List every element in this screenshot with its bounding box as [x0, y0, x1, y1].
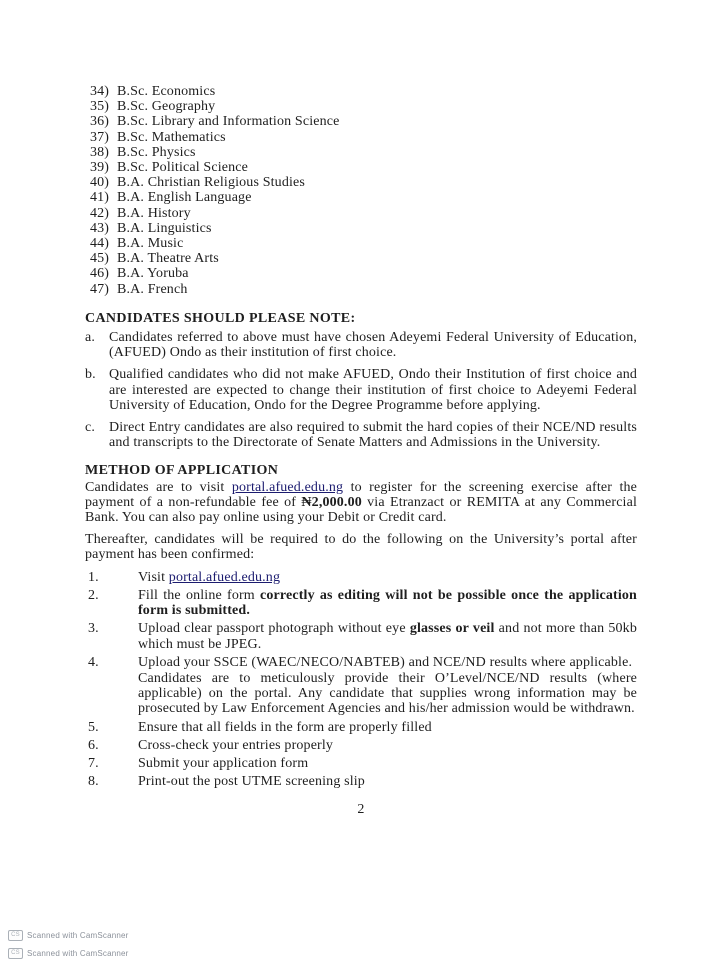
step-3 — [85, 621, 637, 651]
thereafter-paragraph: Thereafter, candidates will be required to do the following on the University’s portal after payment has been confirmed: — [85, 532, 637, 563]
step-8 — [85, 774, 637, 789]
list-item — [90, 114, 637, 129]
list-item — [90, 266, 637, 281]
step-number: 6. — [88, 737, 99, 753]
note-item-a — [85, 330, 637, 360]
list-item — [90, 206, 637, 221]
list-item — [90, 251, 637, 266]
program-label: B.A. Music — [117, 236, 184, 252]
document-content — [85, 84, 637, 818]
program-number: 39) — [90, 160, 110, 176]
program-label: B.Sc. Geography — [117, 99, 216, 115]
note-marker: b. — [85, 367, 96, 383]
step-number: 4. — [88, 654, 99, 670]
camscanner-watermark-text: Scanned with CamScanner — [27, 949, 129, 958]
list-item — [90, 99, 637, 114]
program-number: 38) — [90, 144, 110, 160]
note-marker: c. — [85, 420, 96, 436]
program-number: 46) — [90, 266, 110, 282]
intro-text: to register for the screening exercise after the payment of a non-refundable fee of — [85, 479, 638, 510]
step-text-bold: glasses or veil — [409, 621, 495, 637]
step-text-segment: Upload clear passport photograph without eye — [138, 621, 410, 637]
step-text-segment: and not more than 50kb which must be JPEG. — [138, 621, 637, 652]
list-item — [90, 190, 637, 205]
list-item — [90, 145, 637, 160]
camscanner-icon: CS — [8, 930, 23, 941]
program-label: B.Sc. Physics — [117, 144, 196, 160]
step-text-bold: correctly as editing will not be possible once the application form is submitted. — [138, 587, 637, 619]
step-number: 7. — [88, 755, 99, 771]
list-item — [90, 84, 637, 99]
step-number: 2. — [88, 587, 99, 603]
list-item — [90, 282, 637, 297]
application-fee: ₦2,000.00 — [301, 494, 362, 510]
step-text: Submit your application form — [138, 755, 309, 771]
step-2 — [85, 588, 637, 618]
list-item — [90, 160, 637, 175]
step-text-segment: Upload your SSCE (WAEC/NECO/NABTEB) and NCE/ND results where applicable. — [138, 654, 633, 670]
program-label: B.A. Yoruba — [117, 266, 189, 282]
list-item — [90, 175, 637, 190]
list-item — [90, 236, 637, 251]
portal-link[interactable]: portal.afued.edu.ng — [231, 479, 344, 495]
step-6 — [85, 738, 637, 753]
step-text — [138, 621, 637, 651]
program-number: 44) — [90, 236, 110, 252]
program-label: B.A. Christian Religious Studies — [117, 175, 305, 191]
list-item — [90, 221, 637, 236]
program-number: 43) — [90, 220, 110, 236]
page-number: 2 — [357, 802, 365, 818]
step-7 — [85, 756, 637, 771]
program-label: B.A. Theatre Arts — [117, 251, 219, 267]
list-item — [90, 130, 637, 145]
step-number: 5. — [88, 719, 99, 735]
step-text — [138, 570, 637, 585]
method-intro-paragraph — [85, 480, 637, 526]
step-text: Print-out the post UTME screening slip — [138, 774, 365, 790]
step-number: 8. — [88, 774, 99, 790]
step-text: Cross-check your entries properly — [138, 737, 334, 753]
note-item-c — [85, 420, 637, 450]
program-label: B.Sc. Library and Information Science — [117, 114, 340, 130]
program-label: B.Sc. Economics — [117, 84, 216, 99]
note-text: Qualified candidates who did not make AFUED, Ondo their Institution of first choice and are interested are expected to change their institution of first choice to Adeyemi Federal University of Education, Ondo for the Degree Programme before applying. — [109, 367, 637, 413]
note-marker: a. — [85, 330, 96, 346]
step-text-segment: Fill the online form — [138, 587, 260, 603]
application-steps-list — [85, 570, 637, 790]
step-number: 3. — [88, 621, 99, 637]
program-label: B.A. Linguistics — [117, 220, 212, 236]
note-text: Direct Entry candidates are also required to submit the hard copies of their NCE/ND results and transcripts to the Directorate of Senate Matters and Admissions in the University. — [109, 420, 637, 451]
step-continuation-text: Candidates are to meticulously provide their O’Level/NCE/ND results (where applicable) on the portal. Any candidate that supplies wrong information may be prosecuted by Law Enforcement Agencies and his/her admission would be withdrawn. — [138, 670, 637, 717]
step-5 — [85, 720, 637, 735]
program-label: B.Sc. Political Science — [117, 160, 248, 176]
portal-link[interactable]: portal.afued.edu.ng — [168, 569, 281, 585]
step-1 — [85, 570, 637, 585]
step-text: Ensure that all fields in the form are properly filled — [138, 719, 432, 735]
program-number: 47) — [90, 281, 110, 297]
program-number: 36) — [90, 114, 110, 130]
step-text — [138, 588, 637, 618]
camscanner-watermark-text: Scanned with CamScanner — [27, 931, 129, 940]
step-text-segment: Visit — [138, 569, 169, 585]
program-number: 45) — [90, 251, 110, 267]
step-4 — [85, 655, 637, 717]
note-item-b — [85, 367, 637, 413]
intro-text: Candidates are to visit — [85, 479, 232, 495]
program-label: B.A. English Language — [117, 190, 252, 206]
program-label: B.A. French — [117, 281, 188, 297]
note-text: Candidates referred to above must have chosen Adeyemi Federal University of Education, (AFUED) Ondo as their institution of first choice. — [109, 330, 637, 361]
camscanner-icon: CS — [8, 948, 23, 959]
program-number: 40) — [90, 175, 110, 191]
program-label: B.A. History — [117, 205, 191, 221]
camscanner-watermark — [8, 930, 129, 941]
program-number: 42) — [90, 205, 110, 221]
section-heading-method-of-application: METHOD OF APPLICATION — [85, 463, 279, 479]
program-label: B.Sc. Mathematics — [117, 129, 226, 145]
program-number: 35) — [90, 99, 110, 115]
section-heading-candidates-note: CANDIDATES SHOULD PLEASE NOTE: — [85, 310, 356, 326]
degree-program-list — [90, 84, 637, 297]
program-number: 37) — [90, 129, 110, 145]
intro-text: via Etranzact or REMITA at any Commercial Bank. You can also pay online using your Debit or Credit card. — [85, 494, 638, 526]
program-number: 34) — [90, 84, 110, 99]
step-number: 1. — [88, 569, 99, 585]
step-text — [138, 655, 637, 717]
camscanner-watermark — [8, 948, 129, 959]
program-number: 41) — [90, 190, 110, 206]
